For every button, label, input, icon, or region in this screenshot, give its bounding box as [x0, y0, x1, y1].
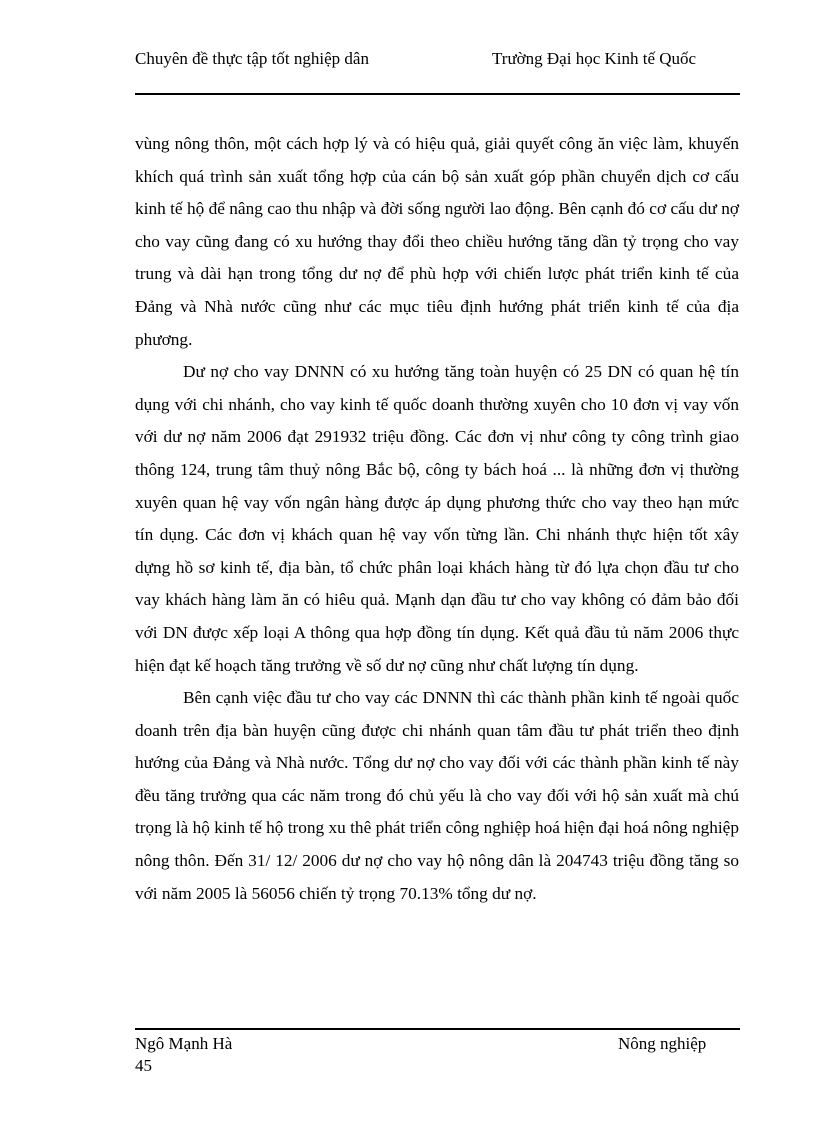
- paragraph-2: Dư nợ cho vay DNNN có xu hướng tăng toàn huyện có 25 DN có quan hệ tín dụng với chi nhánh, cho vay kinh tế quốc doanh thường xuyên cho 10 đơn vị vay vốn với dư nợ năm 2006 đạt 291932 triệu đồng. Các đơn vị như công ty công trình giao thông 124, trung tâm thuỷ nông Bắc bộ, công ty bách hoá ... là những đơn vị thường xuyên quan hệ vay vốn ngân hàng được áp dụng phương thức cho vay theo hạn mức tín dụng. Các đơn vị khách quan hệ vay vốn từng lần. Chi nhánh thực hiện tốt xây dựng hồ sơ kinh tế, địa bàn, tổ chức phân loại khách hàng từ đó lựa chọn đầu tư cho vay khách hàng làm ăn có hiêu quả. Mạnh dạn đầu tư cho vay không có đảm bảo đối với DN được xếp loại A thông qua hợp đồng tín dụng. Kết quả đầu tủ năm 2006 thực hiện đạt kế hoạch tăng trưởng về số dư nợ cũng như chất lượng tín dụng.: [135, 362, 739, 675]
- header-document-title: Chuyên đề thực tập tốt nghiệp dân: [135, 49, 369, 68]
- paragraph-1: vùng nông thôn, một cách hợp lý và có hiệu quả, giải quyết công ăn việc làm, khuyến khích quá trình sản xuất tổng hợp của cán bộ sản xuất góp phần chuyển dịch cơ cấu kinh tế hộ để nâng cao thu nhập và đời sống người lao động. Bên cạnh đó cơ cấu dư nợ cho vay cũng đang có xu hướng thay đổi theo chiều hướng tăng dần tỷ trọng cho vay trung và dài hạn trong tổng dư nợ để phù hợp với chiến lược phát triển kinh tế của Đảng và Nhà nước cũng như các mục tiêu định hướng phát triển kinh tế của địa phương.: [135, 134, 739, 349]
- paragraph-3: Bên cạnh việc đầu tư cho vay các DNNN thì các thành phần kinh tế ngoài quốc doanh trên địa bàn huyện cũng được chi nhánh quan tâm đầu tư phát triển theo định hướng của Đảng và Nhà nước. Tổng dư nợ cho vay đối với các thành phần kinh tế này đều tăng trưởng qua các năm trong đó chủ yếu là cho vay đối với hộ sản xuất mà chú trọng là hộ kinh tế hộ trong xu thê phát triển công nghiệp hoá hiện đại hoá nông nghiệp nông thôn. Đến 31/ 12/ 2006 dư nợ cho vay hộ nông dân là 204743 triệu đồng tăng so với năm 2005 là 56056 chiến tỷ trọng 70.13% tổng dư nợ.: [135, 688, 739, 903]
- page-header: [135, 48, 740, 94]
- footer-department: Nông nghiệp: [618, 1034, 707, 1053]
- footer-page-number: 45: [135, 1056, 152, 1075]
- footer-divider: [135, 1028, 740, 1030]
- document-body: [135, 128, 739, 910]
- footer-author: Ngô Mạnh Hà: [135, 1034, 233, 1053]
- header-university-name: Trường Đại học Kinh tế Quốc: [492, 49, 697, 68]
- header-divider: [135, 93, 740, 95]
- page-footer: [135, 1033, 740, 1077]
